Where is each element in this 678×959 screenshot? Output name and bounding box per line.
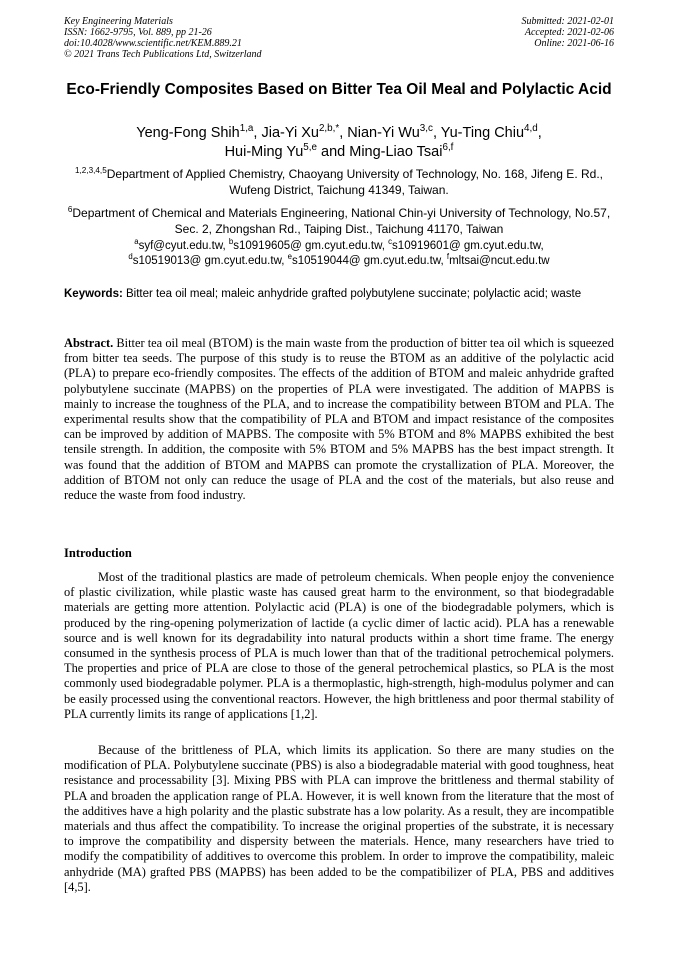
email: $^d$s10519013@ gm.cyut.edu.tw (128, 251, 282, 267)
submitted-date: Submitted: 2021-02-01 (521, 16, 614, 27)
paragraph: Because of the brittleness of PLA, which limits its application. So there are many studies on the modification of PLA. Polybutylene succinate (PBS) is also a biodegradable material with good toughness, heat resistance and processability [3]. Mixing PBS with PLA can improve the brittleness and thermal stability of PLA and broaden the application range of PLA. However, it is well known from the literature that the most of the additives have a high polarity and the plastic substrate has a low polarity. As a result, they are incompatible materials and thus affect the compatibility. To increase the original properties of the substrate, it is necessary to improve the compatibility and dispersity between the materials. Hence, many researchers have tried to modify the compatibility of additives to overcome this problem. In order to improve the compatibility, maleic anhydride (MA) grafted PBS (MAPBS) has been added to be the compatibilizer of PLA, PBS and additives [4,5]. (64, 743, 614, 894)
email: $^e$s10519044@ gm.cyut.edu.tw (287, 251, 441, 267)
author: Hui-Ming Yu$^{5,e}$ (224, 142, 317, 160)
abstract-label: Abstract. (64, 336, 114, 350)
keywords (64, 287, 614, 302)
dates-header (522, 16, 615, 49)
author-list: Yeng-Fong Shih$^{1,a}$, Jia-Yi $Xu^{2,b,*}$, Nian-Yi Wu$^{3,c}$, Yu-Ting Chiu$^{4,d}$, Hui-Ming Yu$^{5,e}$ and Ming-Liao Tsai$^{6,f}$ (136, 123, 542, 160)
email: $^f$mltsai@ncut.edu.tw (446, 251, 550, 267)
copyright-line: © 2021 Trans Tech Publications Ltd, Switzerland (64, 49, 262, 60)
affiliation: $^{1,2,3,4,5}$Department of Applied Chemistry, Chaoyang University of Technology, No. 168, Jifeng E. Rd., Wufeng District, Taichung 41349, Taiwan. (74, 166, 603, 197)
email-list: $^a$syf@cyut.edu.tw, $^b$s10919605@ gm.cyut.edu.tw, $^c$s10919601@ gm.cyut.edu.tw, $^d$s10519013@ gm.cyut.edu.tw, $^e$s10519044@ gm.cyut.edu.tw, $^f$mltsai@ncut.edu.tw (128, 237, 550, 267)
author: Yeng-Fong Shih$^{1,a}$ (136, 123, 254, 141)
paragraph: Most of the traditional plastics are made of petroleum chemicals. When people enjoy the convenience of plastic civilization, while plastic waste has caused great harm to the environment, so that biodegradable materials are getting more attention. Polylactic acid (PLA) is one of the biodegradable polymers, which is produced by the ring-opening polymerization of lactide (a cyclic dimer of lactic acid). PLA has a renewable source and is well known for its degradability into natural products within a short time frame. The energy consumed in the synthesis process of PLA is much lower than that of the traditional petrochemical polymers. The properties and price of PLA are close to those of the general petrochemical plastics, so PLA is the most commonly used biodegradable polymer. PLA is a thermoplastic, high-strength, high-modulus polymer and can be easily processed using the conventional reactors. However, the high brittleness and poor thermal stability of PLA currently limits its range of applications [1,2]. (64, 570, 614, 721)
abstract-text: Bitter tea oil meal (BTOM) is the main waste from the production of bitter tea oil which is squeezed from bitter tea seeds. The purpose of this study is to reuse the BTOM as an additive of the polylactic acid (PLA) to prepare eco-friendly composites. The effects of the addition of BTOM and maleic anhydride grafted polybutylene succinate (MAPBS) on the properties of PLA were investigated. The addition of MAPBS is mainly to increase the toughness of the PLA, and to increase the compatibility between BTOM and PLA. The experimental results show that the compatibility of PLA and BTOM and impact resistance of the composites can be improved by addition of MAPBS. The composite with 5% BTOM and 8% MAPBS exhibited the best tensile strength. In addition, the composite with 5% BTOM and 5% MAPBS has the best impact strength. It was found that the addition of BTOM and MAPBS can promote the crystallization of PLA. Moreover, the addition of BTOM not only can reduce the usage of PLA and the cost of the materials, but also reuse and reduce the waste from food industry. (64, 336, 614, 503)
accepted-date: Accepted: 2021-02-06 (524, 27, 614, 38)
author: Yu-Ting Chiu$^{4,d}$ (440, 123, 538, 141)
journal-header (64, 16, 262, 60)
section-heading-introduction: Introduction (64, 546, 132, 560)
online-date: Online: 2021-06-16 (534, 38, 614, 49)
email: $^c$s10919601@ gm.cyut.edu.tw (388, 237, 541, 252)
keywords-label: Keywords: (64, 288, 123, 300)
email: $^b$s10919605@ gm.cyut.edu.tw (228, 237, 382, 252)
author: Ming-Liao Tsai$^{6,f}$ (349, 142, 454, 160)
issn-line: ISSN: 1662-9795, Vol. 889, pp 21-26 (64, 27, 212, 38)
paper-title: Eco-Friendly Composites Based on Bitter Tea Oil Meal and Polylactic Acid (66, 81, 612, 98)
keywords-text: Bitter tea oil meal; maleic anhydride grafted polybutylene succinate; polylactic acid; waste (126, 288, 582, 300)
email: $^a$syf@cyut.edu.tw (134, 237, 223, 252)
journal-name: Key Engineering Materials (64, 16, 173, 27)
abstract (64, 336, 614, 503)
author: Jia-Yi $Xu^{2,b,*}$ (261, 123, 340, 141)
affiliation: $^6$Department of Chemical and Materials Engineering, National Chin-yi University of Technology, No.57, Sec. 2, Zhongshan Rd., Taiping Dist., Taichung 41170, Taiwan (67, 205, 611, 236)
author: Nian-Yi Wu$^{3,c}$ (347, 123, 433, 141)
doi-line: doi:10.4028/www.scientific.net/KEM.889.21 (64, 38, 242, 49)
